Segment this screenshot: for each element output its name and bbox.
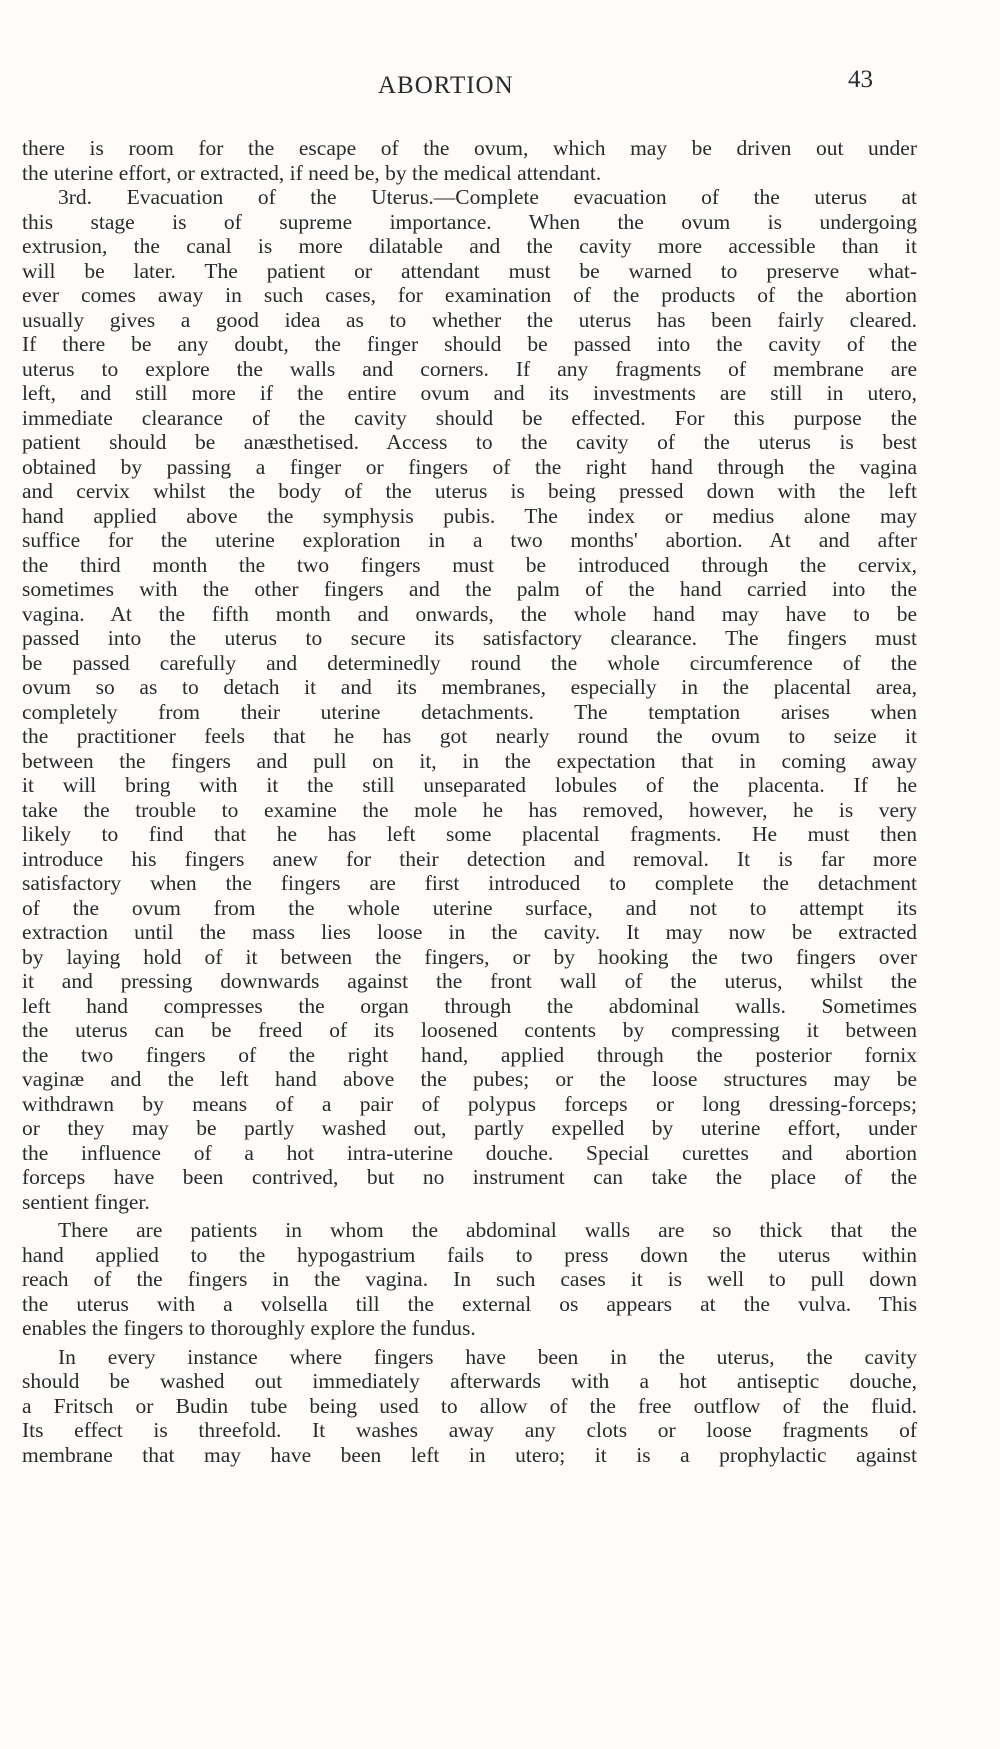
text-line: there is room for the escape of the ovum, which may be driven out under (22, 136, 917, 160)
text-line: Its effect is threefold. It washes away any clots or loose fragments of (22, 1418, 917, 1442)
text-line: between the fingers and pull on it, in the expectation that in coming away (22, 748, 917, 773)
text-line: suffice for the uterine exploration in a two months' abortion. At and after (22, 528, 917, 552)
text-line: introduce his fingers anew for their detection and removal. It is far more (22, 846, 917, 871)
text-line: sometimes with the other fingers and the palm of the hand carried into the (22, 577, 917, 601)
text-line: of the ovum from the whole uterine surface, and not to attempt its (22, 895, 917, 920)
text-line: the uterine effort, or extracted, if need be, by the medical attendant. (22, 160, 602, 185)
text-line: reach of the fingers in the vagina. In such cases it is well to pull down (22, 1267, 917, 1291)
body-text (22, 136, 917, 1467)
text-line: the two fingers of the right hand, applied through the posterior fornix (22, 1042, 917, 1067)
text-line: and cervix whilst the body of the uterus is being pressed down with the left (22, 479, 917, 503)
text-line: the practitioner feels that he has got nearly round the ovum to seize it (22, 724, 917, 748)
text-line: take the trouble to examine the mole he has removed, however, he is very (22, 797, 917, 822)
text-line: sentient finger. (22, 1189, 150, 1214)
text-line: There are patients in whom the abdominal walls are so thick that the (58, 1218, 917, 1242)
text-line: If there be any doubt, the finger should be passed into the cavity of the (22, 332, 917, 356)
text-line: left, and still more if the entire ovum and its investments are still in utero, (22, 381, 917, 405)
text-line: satisfactory when the fingers are first introduced to complete the detachment (22, 871, 917, 895)
text-line: 3rd. Evacuation of the Uterus.—Complete evacuation of the uterus at (58, 185, 917, 209)
text-line: ever comes away in such cases, for examination of the products of the abortion (22, 283, 917, 307)
text-line: extrusion, the canal is more dilatable and the cavity more accessible than it (22, 234, 917, 258)
running-head (0, 66, 1000, 112)
text-line: the influence of a hot intra-uterine douche. Special curettes and abortion (22, 1140, 917, 1165)
text-line: forceps have been contrived, but no instrument can take the place of the (22, 1165, 917, 1189)
text-line: be passed carefully and determinedly round the whole circumference of the (22, 650, 917, 675)
text-line: a Fritsch or Budin tube being used to allow of the free outflow of the fluid. (22, 1393, 917, 1418)
text-line: the uterus can be freed of its loosened contents by compressing it between (22, 1018, 917, 1042)
text-line: In every instance where fingers have been in the uterus, the cavity (58, 1344, 917, 1369)
page-number: 43 (848, 66, 873, 93)
text-line: the uterus with a volsella till the external os appears at the vulva. This (22, 1291, 917, 1316)
text-line: passed into the uterus to secure its satisfactory clearance. The fingers must (22, 626, 917, 650)
text-line: vaginæ and the left hand above the pubes; or the loose structures may be (22, 1067, 917, 1091)
text-line: usually gives a good idea as to whether the uterus has been fairly cleared. (22, 307, 917, 332)
text-line: it and pressing downwards against the front wall of the uterus, whilst the (22, 969, 917, 993)
text-line: vagina. At the fifth month and onwards, the whole hand may have to be (22, 601, 917, 626)
running-title: ABORTION (378, 72, 514, 99)
text-line: should be washed out immediately afterwards with a hot antiseptic douche, (22, 1369, 917, 1393)
text-line: completely from their uterine detachments. The temptation arises when (22, 699, 917, 724)
text-line: will be later. The patient or attendant must be warned to preserve what- (22, 258, 917, 283)
text-line: withdrawn by means of a pair of polypus forceps or long dressing-forceps; (22, 1091, 917, 1116)
text-line: patient should be anæsthetised. Access to the cavity of the uterus is best (22, 430, 917, 454)
text-line: membrane that may have been left in utero; it is a prophylactic against (22, 1442, 917, 1467)
text-line: hand applied above the symphysis pubis. The index or medius alone may (22, 503, 917, 528)
text-line: this stage is of supreme importance. When the ovum is undergoing (22, 209, 917, 234)
text-line: immediate clearance of the cavity should be effected. For this purpose the (22, 405, 917, 430)
text-line: enables the fingers to thoroughly explore the fundus. (22, 1316, 476, 1340)
text-line: left hand compresses the organ through the abdominal walls. Sometimes (22, 993, 917, 1018)
text-line: the third month the two fingers must be introduced through the cervix, (22, 552, 917, 577)
text-line: or they may be partly washed out, partly expelled by uterine effort, under (22, 1116, 917, 1140)
text-line: obtained by passing a finger or fingers of the right hand through the vagina (22, 454, 917, 479)
text-line: likely to find that he has left some placental fragments. He must then (22, 822, 917, 846)
text-line: by laying hold of it between the fingers, or by hooking the two fingers over (22, 944, 917, 969)
text-line: it will bring with it the still unseparated lobules of the placenta. If he (22, 773, 917, 797)
text-line: ovum so as to detach it and its membranes, especially in the placental area, (22, 675, 917, 699)
text-line: hand applied to the hypogastrium fails to press down the uterus within (22, 1242, 917, 1267)
text-line: uterus to explore the walls and corners. If any fragments of membrane are (22, 356, 917, 381)
text-line: extraction until the mass lies loose in the cavity. It may now be extracted (22, 920, 917, 944)
